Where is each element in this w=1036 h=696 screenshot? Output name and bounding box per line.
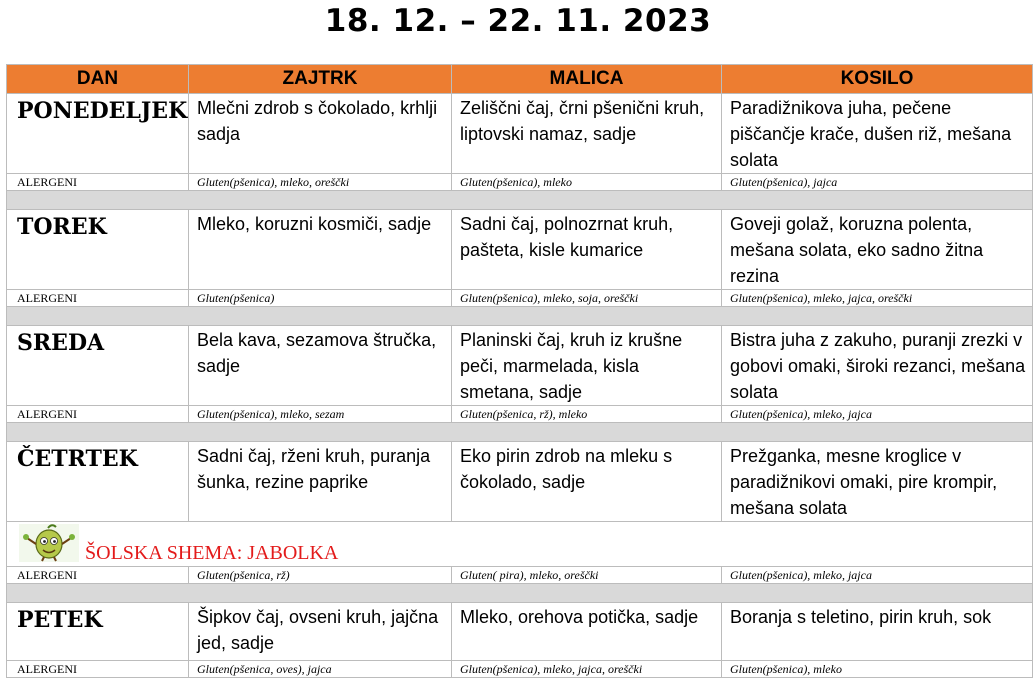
separator-row: [7, 423, 1033, 442]
allergen-row: [7, 290, 1033, 307]
shema-row: [7, 522, 1033, 567]
allergen-label: ALERGENI: [7, 661, 189, 678]
malica-cell: Sadni čaj, polnozrnat kruh, pašteta, kisle kumarice: [452, 210, 722, 290]
allergen-zajtrk: Gluten(pšenica): [189, 290, 452, 307]
separator-row: [7, 584, 1033, 603]
allergen-row: [7, 567, 1033, 584]
allergen-zajtrk: Gluten(pšenica, rž): [189, 567, 452, 584]
allergen-kosilo: Gluten(pšenica), jajca: [722, 174, 1033, 191]
allergen-row: [7, 406, 1033, 423]
day-row-sreda: [7, 326, 1033, 406]
allergen-label: ALERGENI: [7, 567, 189, 584]
malica-cell: Planinski čaj, kruh iz krušne peči, marmelada, kisla smetana, sadje: [452, 326, 722, 406]
allergen-kosilo: Gluten(pšenica), mleko, jajca: [722, 406, 1033, 423]
allergen-zajtrk: Gluten(pšenica), mleko, sezam: [189, 406, 452, 423]
allergen-row: [7, 661, 1033, 678]
school-scheme-note: ŠOLSKA SHEMA: JABOLKA: [85, 542, 339, 564]
zajtrk-cell: Mleko, koruzni kosmiči, sadje: [189, 210, 452, 290]
allergen-malica: Gluten( pira), mleko, oreščki: [452, 567, 722, 584]
header-dan: DAN: [7, 65, 189, 94]
separator-row: [7, 307, 1033, 326]
allergen-row: [7, 174, 1033, 191]
allergen-zajtrk: Gluten(pšenica, oves), jajca: [189, 661, 452, 678]
allergen-zajtrk: Gluten(pšenica), mleko, oreščki: [189, 174, 452, 191]
day-name: PETEK: [7, 603, 189, 661]
apple-mascot-icon: [19, 524, 79, 562]
day-name: TOREK: [7, 210, 189, 290]
allergen-kosilo: Gluten(pšenica), mleko: [722, 661, 1033, 678]
allergen-malica: Gluten(pšenica, rž), mleko: [452, 406, 722, 423]
allergen-label: ALERGENI: [7, 406, 189, 423]
malica-cell: Zeliščni čaj, črni pšenični kruh, liptovski namaz, sadje: [452, 94, 722, 174]
day-name: SREDA: [7, 326, 189, 406]
separator-row: [7, 191, 1033, 210]
page-title: 18. 12. – 22. 11. 2023: [324, 3, 712, 39]
kosilo-cell: Bistra juha z zakuho, puranji zrezki v gobovi omaki, široki rezanci, mešana solata: [722, 326, 1033, 406]
header-zajtrk: ZAJTRK: [189, 65, 452, 94]
kosilo-cell: Paradižnikova juha, pečene piščančje krače, dušen riž, mešana solata: [722, 94, 1033, 174]
kosilo-cell: Prežganka, mesne kroglice v paradižnikovi omaki, pire krompir, mešana solata: [722, 442, 1033, 522]
day-row-petek: [7, 603, 1033, 661]
day-row-ponedeljek: [7, 94, 1033, 174]
allergen-malica: Gluten(pšenica), mleko: [452, 174, 722, 191]
kosilo-cell: Boranja s teletino, pirin kruh, sok: [722, 603, 1033, 661]
allergen-malica: Gluten(pšenica), mleko, jajca, oreščki: [452, 661, 722, 678]
allergen-label: ALERGENI: [7, 174, 189, 191]
malica-cell: Eko pirin zdrob na mleku s čokolado, sadje: [452, 442, 722, 522]
malica-cell: Mleko, orehova potička, sadje: [452, 603, 722, 661]
zajtrk-cell: Sadni čaj, rženi kruh, puranja šunka, rezine paprike: [189, 442, 452, 522]
allergen-malica: Gluten(pšenica), mleko, soja, oreščki: [452, 290, 722, 307]
kosilo-cell: Goveji golaž, koruzna polenta, mešana solata, eko sadno žitna rezina: [722, 210, 1033, 290]
zajtrk-cell: Bela kava, sezamova štručka, sadje: [189, 326, 452, 406]
zajtrk-cell: Mlečni zdrob s čokolado, krhlji sadja: [189, 94, 452, 174]
zajtrk-cell: Šipkov čaj, ovseni kruh, jajčna jed, sadje: [189, 603, 452, 661]
header-malica: MALICA: [452, 65, 722, 94]
day-row-cetrtek: [7, 442, 1033, 522]
allergen-kosilo: Gluten(pšenica), mleko, jajca, oreščki: [722, 290, 1033, 307]
day-name: ČETRTEK: [7, 442, 189, 522]
allergen-kosilo: Gluten(pšenica), mleko, jajca: [722, 567, 1033, 584]
allergen-label: ALERGENI: [7, 290, 189, 307]
menu-table: [6, 64, 1033, 678]
day-name: PONEDELJEK: [7, 94, 189, 174]
header-row: [7, 65, 1033, 94]
day-row-torek: [7, 210, 1033, 290]
header-kosilo: KOSILO: [722, 65, 1033, 94]
